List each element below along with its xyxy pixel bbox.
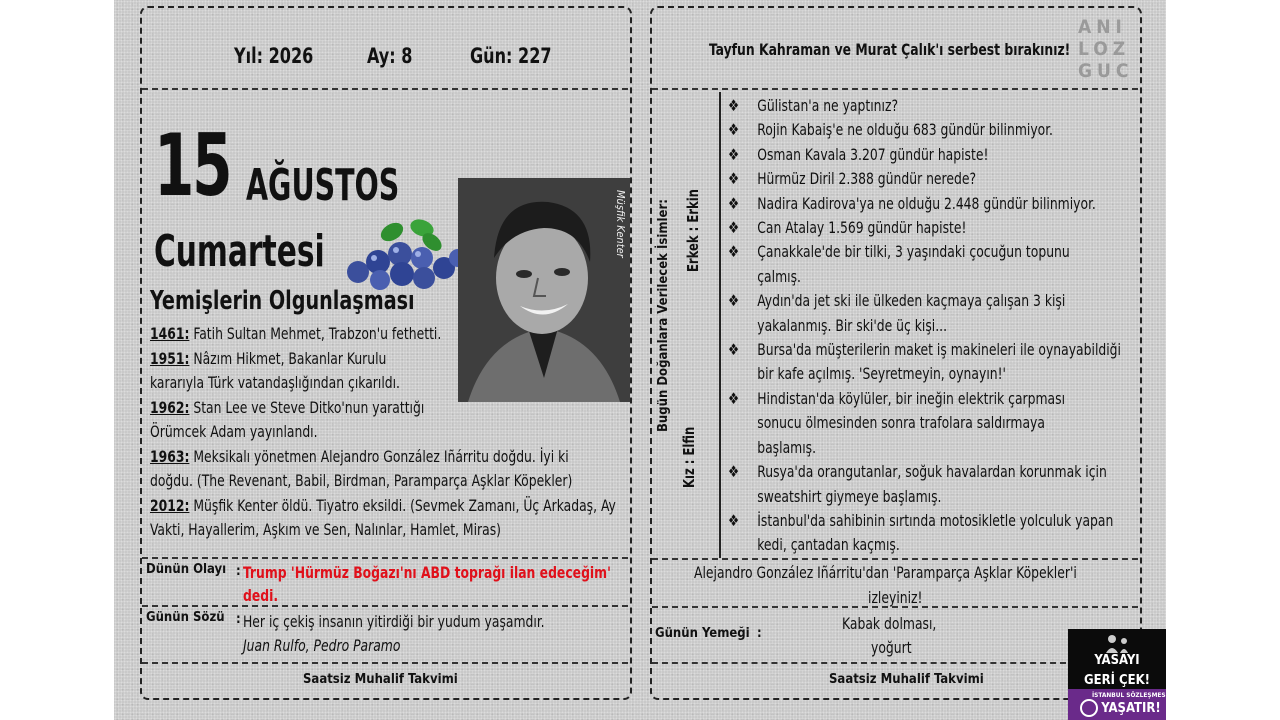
news-item: ❖ Rojin Kabaiş'e ne olduğu 683 gündür bilinmiyor. <box>728 118 1124 142</box>
logo-line: LOZ <box>1078 38 1131 60</box>
news-item: ❖ Gülistan'a ne yaptınız? <box>728 94 1124 118</box>
divider <box>142 88 628 90</box>
meal-line2: yoğurt <box>871 638 912 657</box>
saying-colon: : <box>236 612 241 627</box>
meal-label: Günün Yemeği <box>655 626 750 641</box>
logo-line: ANI <box>1078 16 1127 38</box>
diamond-bullet-icon: ❖ <box>728 193 740 213</box>
month-name: AĞUSTOS <box>246 160 400 211</box>
divider <box>652 558 1138 560</box>
release-call: Tayfun Kahraman ve Murat Çalık'ı serbest bırakınız! <box>709 40 1071 59</box>
year-label: Yıl: 2026 <box>234 44 314 68</box>
day-of-year-label: Gün: 227 <box>470 44 552 68</box>
girl-name: Kız : Elfin <box>680 426 698 488</box>
diamond-bullet-icon: ❖ <box>728 388 740 408</box>
history-item: 1951: Nâzım Hikmet, Bakanlar Kurulu kararıyla Türk vatandaşlığından çıkarıldı. <box>150 348 400 392</box>
news-list <box>728 94 1124 558</box>
names-title: Bugün Doğanlara Verilecek İsimler: <box>656 199 671 432</box>
news-item: ❖ Çanakkale'de bir tilki, 3 yaşındaki çocuğun topunu çalmış. <box>728 242 1070 286</box>
blueberry-icon <box>344 214 470 290</box>
divider <box>142 557 628 559</box>
news-item: ❖ İstanbul'da sahibinin sırtında motosikletle yolculuk yapan kedi, çantadan kaçmış. <box>728 510 1114 555</box>
divider <box>652 88 1138 90</box>
yesterday-text: Trump 'Hürmüz Boğazı'nı ABD toprağı ilan edeceğim' <box>243 563 611 582</box>
diamond-bullet-icon: ❖ <box>728 218 740 238</box>
meal-colon: : <box>757 626 762 641</box>
diamond-bullet-icon: ❖ <box>728 96 740 115</box>
divider <box>142 605 628 607</box>
promo-line3: İSTANBUL SÖZLEŞMESİ <box>1092 691 1168 699</box>
recommendation: Alejandro González Iñárritu'dan 'Paramparça Aşklar Köpekler'i <box>694 563 1077 582</box>
diamond-bullet-icon: ❖ <box>728 144 740 164</box>
history-item: 1461: Fatih Sultan Mehmet, Trabzon'u fethetti. <box>150 324 442 343</box>
divider <box>652 606 1138 608</box>
history-list <box>150 322 614 543</box>
saying-quote: Her iç çekiş insanın yitirdiği bir yudum yaşamdır. <box>243 612 545 631</box>
news-item: ❖ Nadira Kadirova'ya ne olduğu 2.448 gündür bilinmiyor. <box>728 192 1124 216</box>
footer-right: Saatsiz Muhalif Takvimi <box>829 672 984 687</box>
diamond-bullet-icon: ❖ <box>728 120 740 140</box>
yesterday-colon: : <box>236 564 241 579</box>
diamond-bullet-icon: ❖ <box>728 340 740 360</box>
day-number: 15 <box>154 116 231 216</box>
logo-line: GUC <box>1078 60 1134 82</box>
divider <box>142 662 628 664</box>
saying-author: Juan Rulfo, Pedro Paramo <box>243 636 401 655</box>
yesterday-text-cont: dedi. <box>243 586 279 605</box>
diamond-bullet-icon: ❖ <box>728 510 740 530</box>
saying-label: Günün Sözü <box>146 610 225 625</box>
news-item: ❖ Aydın'da jet ski ile ülkeden kaçmaya çalışan 3 kişi yakalanmış. Bir ski'de üç kişi... <box>728 291 1066 335</box>
promo-line4: YAŞATIR! <box>1101 701 1161 716</box>
news-item: ❖ Hindistan'da köylüler, bir ineğin elektrik çarpması sonucu ölmesinden sonra trafolara saldırmaya başlamış. <box>728 388 1066 457</box>
istanbul-convention-badge <box>1068 629 1166 720</box>
month-label: Ay: 8 <box>367 44 413 68</box>
news-item: ❖ Hürmüz Diril 2.388 gündür nerede? <box>728 167 1124 191</box>
promo-line1: YASAYI <box>1094 653 1140 668</box>
photo-signature: Müşfik Kenter <box>614 190 627 258</box>
venus-icon <box>1080 699 1098 717</box>
history-item: 2012: Müşfik Kenter öldü. Tiyatro eksildi. (Sevmek Zamanı, Üç Arkadaş, Ay Vakti, Hayallerim, Aşkım ve Sen, Nalınlar, Hamlet, Miras) <box>150 495 616 539</box>
boy-name: Erkek : Erkin <box>684 189 702 272</box>
diamond-bullet-icon: ❖ <box>728 169 740 189</box>
footer-left: Saatsiz Muhalif Takvimi <box>303 672 458 687</box>
news-item: ❖ Bursa'da müşterilerin maket iş makineleri ile oynayabildiği bir kafe açılmış. 'Seyretmeyin, oynayın!' <box>728 340 1121 384</box>
diamond-bullet-icon: ❖ <box>728 242 740 262</box>
diamond-bullet-icon: ❖ <box>728 462 740 482</box>
column-divider <box>719 92 721 558</box>
yesterday-label: Dünün Olayı <box>146 562 227 577</box>
news-item: ❖ Rusya'da orangutanlar, soğuk havalardan korunmak için sweatshirt giymeye başlamış. <box>728 462 1107 506</box>
logo <box>1078 16 1134 82</box>
diamond-bullet-icon: ❖ <box>728 291 740 311</box>
news-item: ❖ Osman Kavala 3.207 gündür hapiste! <box>728 143 1124 167</box>
history-item: 1963: Meksikalı yönetmen Alejandro González Iñárritu doğdu. İyi ki doğdu. (The Revenant, Babil, Birdman, Paramparça Aşklar Köpekler) <box>150 446 573 490</box>
divider <box>652 662 1066 664</box>
promo-line2: GERİ ÇEK! <box>1084 673 1150 688</box>
weekday: Cumartesi <box>154 226 325 277</box>
event-title: Yemişlerin Olgunlaşması <box>150 286 415 316</box>
recommendation-cont: izleyiniz! <box>868 588 923 607</box>
news-item: ❖ Can Atalay 1.569 gündür hapiste! <box>728 216 1124 240</box>
meal-line1: Kabak dolması, <box>842 614 937 633</box>
history-item: 1962: Stan Lee ve Steve Ditko'nun yarattığı Örümcek Adam yayınlandı. <box>150 397 425 441</box>
silhouette-icon <box>1068 631 1166 655</box>
